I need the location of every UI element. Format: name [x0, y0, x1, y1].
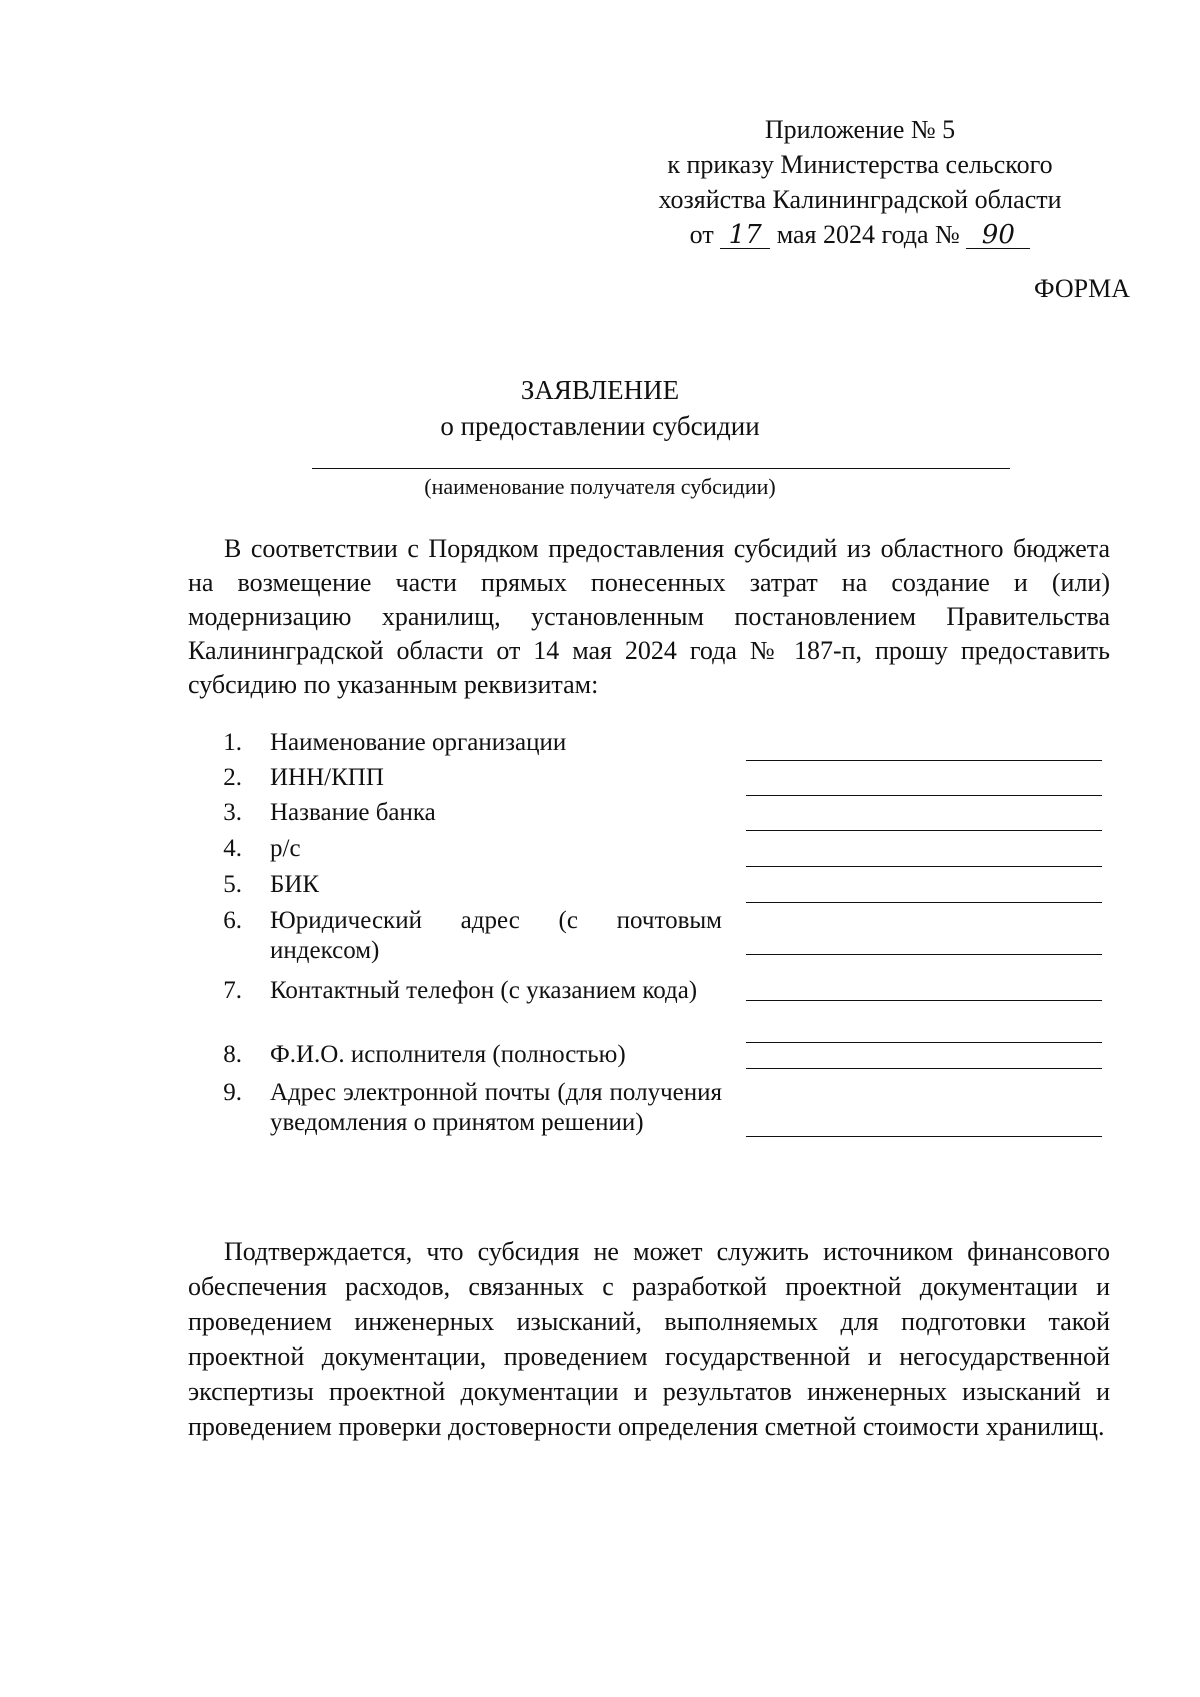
- fill-line: [746, 1068, 1102, 1069]
- item-label: Ф.И.О. исполнителя (полностью): [270, 1041, 626, 1068]
- title-sub: о предоставлении субсидии: [440, 411, 760, 441]
- intro-paragraph: В соответствии с Порядком предоставления субсидий из областного бюджета на возмещение части прямых понесенных затрат на создание и (или) модернизацию хранилищ, установленным постановлением Правительства Калининградской области от 14 мая 2024 года № 187-п, прошу предоставить субсидию по указанным реквизитам:: [188, 534, 1110, 699]
- appendix-number: Приложение № 5: [764, 115, 956, 144]
- fill-line: [746, 902, 1102, 903]
- order-reference-line2: хозяйства Калининградской области: [658, 185, 1062, 214]
- item-label: БИК: [270, 871, 320, 898]
- item-number: 7.: [223, 977, 242, 1004]
- date-rest: мая 2024 года №: [776, 220, 960, 249]
- recipient-name-line: [312, 468, 1010, 469]
- document-title: [0, 372, 1200, 444]
- fill-line: [746, 866, 1102, 867]
- fill-line: [746, 1136, 1102, 1137]
- order-date-line: [600, 217, 1120, 252]
- fill-line-extra: [746, 1042, 1102, 1043]
- order-day-handwritten: 17: [720, 222, 770, 249]
- appendix-header: [600, 112, 1120, 252]
- item-label: Юридический адрес (с почтовым индексом): [270, 907, 722, 964]
- fill-line: [746, 830, 1102, 831]
- confirmation-paragraph: Подтверждается, что субсидия не может служить источником финансового обеспечения расходов, связанных с разработкой проектной документации и проведением инженерных изысканий, выполняемых для подготовки такой проектной документации, проведением государственной и негосударственной экспертизы проектной документации и результатов инженерных изысканий и проведением проверки достоверности определения сметной стоимости хранилищ.: [188, 1237, 1110, 1441]
- date-prefix: от: [689, 220, 714, 249]
- item-number: 5.: [223, 871, 242, 898]
- title-main: ЗАЯВЛЕНИЕ: [520, 375, 680, 405]
- item-number: 1.: [223, 729, 242, 756]
- fill-line: [746, 795, 1102, 796]
- item-label: ИНН/КПП: [270, 764, 384, 791]
- item-number: 6.: [223, 907, 242, 934]
- order-reference-line1: к приказу Министерства сельского: [667, 150, 1053, 179]
- fill-line: [746, 760, 1102, 761]
- item-number: 8.: [223, 1041, 242, 1068]
- item-label: Наименование организации: [270, 729, 567, 756]
- item-label: Название банка: [270, 799, 436, 826]
- recipient-caption: (наименование получателя субсидии): [424, 474, 776, 499]
- item-number: 3.: [223, 799, 242, 826]
- item-number: 2.: [223, 764, 242, 791]
- order-number-handwritten: 90: [966, 222, 1030, 249]
- item-label: Адрес электронной почты (для получения уведомления о принятом решении): [270, 1079, 722, 1136]
- item-label: р/с: [270, 835, 301, 862]
- item-label: Контактный телефон (с указанием кода): [270, 977, 698, 1004]
- fill-line: [746, 1000, 1102, 1001]
- item-number: 4.: [223, 835, 242, 862]
- item-number: 9.: [223, 1079, 242, 1106]
- form-label: ФОРМА: [1034, 274, 1130, 303]
- fill-line: [746, 954, 1102, 955]
